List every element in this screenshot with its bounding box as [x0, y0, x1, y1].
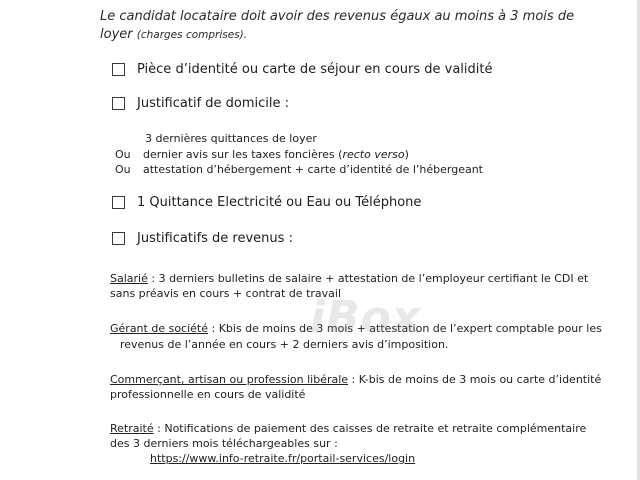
checkbox[interactable]	[112, 196, 125, 209]
retraite-line-1: Retraité : Notifications de paiement des caisses de retraite et retraite complémentaire	[110, 422, 587, 435]
salarie-line-1: Salarié : 3 derniers bulletins de salaire + attestation de l’employeur certifiant le CDI et	[110, 272, 589, 285]
domicile-option-1: 3 dernières quittances de loyer	[145, 132, 317, 145]
retraite-line-2: des 3 derniers mois téléchargeables sur :	[110, 437, 338, 450]
checklist-item-identite	[112, 62, 493, 77]
checkbox[interactable]	[112, 63, 125, 76]
salarie-line-2: sans préavis en cours + contrat de travail	[110, 287, 342, 300]
checkbox[interactable]	[112, 97, 125, 110]
gerant-line-1: Gérant de société : Kbis de moins de 3 mois + attestation de l’expert comptable pour les	[110, 322, 602, 335]
commercant-line-2: professionnelle en cours de validité	[110, 388, 306, 401]
watermark-logo: iBox	[310, 292, 422, 343]
gerant-line-2: revenus de l’année en cours + 2 derniers avis d’imposition.	[120, 338, 449, 351]
retraite-link[interactable]: https://www.info-retraite.fr/portail-services/login	[150, 452, 416, 465]
checklist-label: Pièce d’identité ou carte de séjour en cours de validité	[137, 62, 493, 77]
checklist-item-domicile	[112, 96, 289, 111]
checklist-label: Justificatif de domicile :	[137, 96, 290, 111]
checkbox[interactable]	[112, 232, 125, 245]
intro-line-1: Le candidat locataire doit avoir des revenus égaux au moins à 3 mois de	[100, 9, 575, 24]
checklist-label: 1 Quittance Electricité ou Eau ou Téléphone	[137, 195, 422, 210]
commercant-line-1: Commerçant, artisan ou profession libérale : K-bis de moins de 3 mois ou carte d’identité	[110, 373, 602, 386]
checklist-item-quittance	[112, 195, 421, 210]
domicile-option-2: Ou dernier avis sur les taxes foncières (recto verso)	[115, 148, 409, 161]
checklist-label: Justificatifs de revenus :	[137, 231, 293, 246]
domicile-option-3: Ou attestation d’hébergement + carte d’identité de l’hébergeant	[115, 163, 483, 176]
checklist-item-revenus	[112, 231, 293, 246]
intro-line-2: loyer (charges comprises).	[100, 27, 248, 42]
